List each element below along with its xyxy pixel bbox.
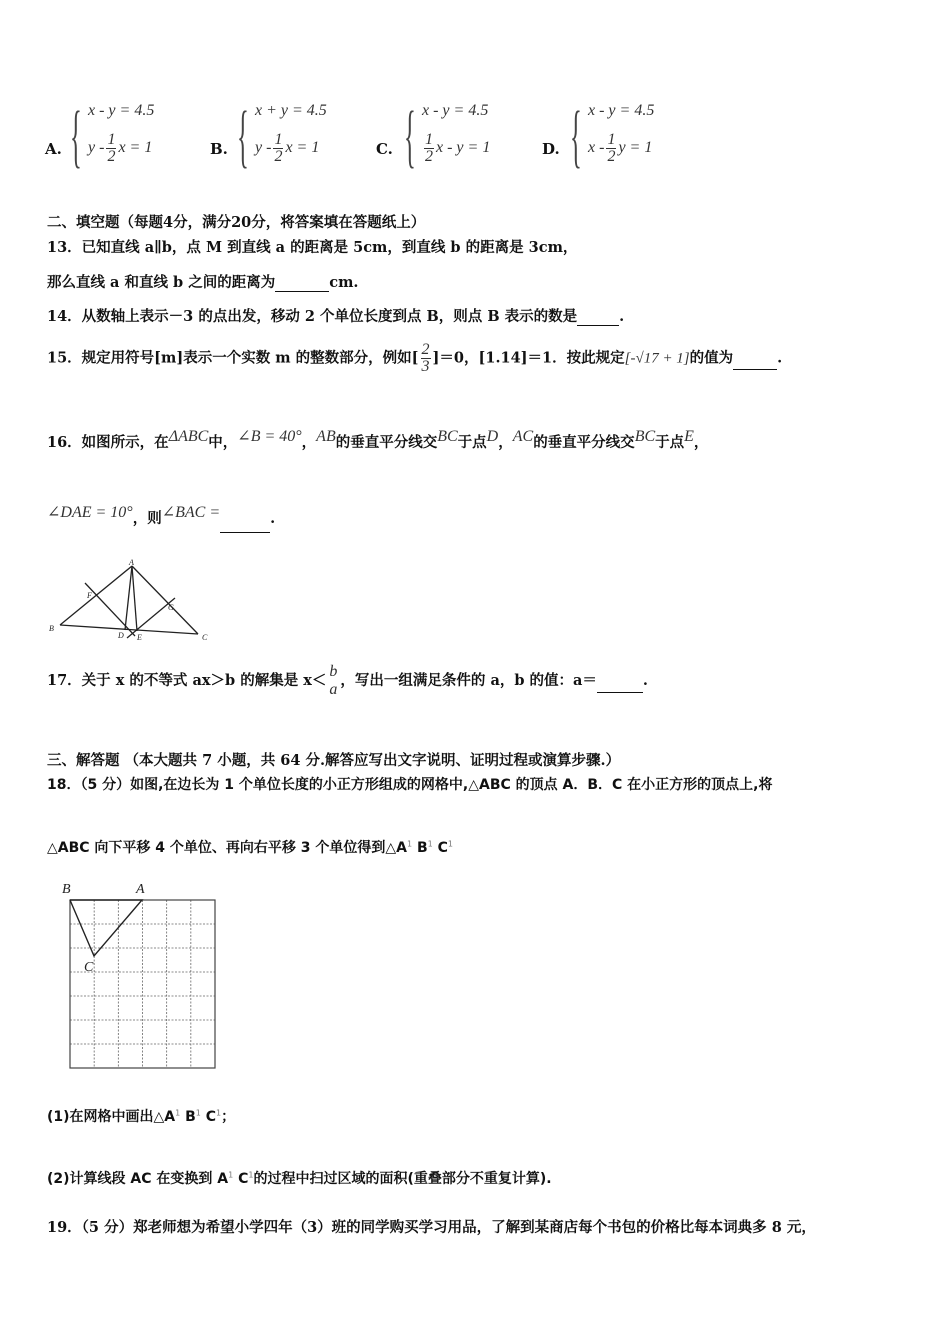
question-15: 15．规定用符号[m]表示一个实数 m 的整数部分，例如[ $\frac{2}{3}$ ]＝0，[1.14]＝1．按此规定[-√17 + 1]的值为 . (47, 341, 783, 375)
option-d (542, 100, 702, 180)
triangle-figure (45, 558, 225, 648)
question-13-line-1: 13．已知直线 a∥b，点 M 到直线 a 的距离是 5cm，到直线 b 的距离是 3cm， (47, 239, 578, 256)
label-g: G (168, 603, 174, 612)
triangle-abc (70, 900, 142, 956)
question-18-part-2: (2)计算线段 AC 在变换到 $A^1$ $C^1$的过程中扫过区域的面积(重叠部分不重复计算). (47, 1170, 552, 1187)
question-16-line-2: ∠DAE = 10°，则∠BAC = . (47, 500, 275, 533)
question-18-line-2: △ABC 向下平移 4 个单位、再向右平移 3 个单位得到$\triangle A^1$ $B^1$ $C^1$ (47, 839, 453, 856)
segment-ae (132, 566, 137, 631)
option-c (376, 100, 536, 180)
label-f: F (87, 591, 92, 600)
label-c: C (202, 633, 208, 642)
label-e: E (137, 633, 142, 642)
segment-ad (125, 566, 132, 630)
equation-1: x - y = 4.5 (422, 102, 489, 119)
brace-icon: { (570, 98, 582, 175)
equation-2: x - $\frac{1}{2}$ y = 1 (588, 131, 653, 165)
section-2-heading: 二、填空题（每题4分，满分20分，将答案填在答题纸上） (47, 214, 426, 231)
label-a: A (136, 882, 145, 897)
answer-blank[interactable] (220, 506, 270, 533)
question-13-line-2: 那么直线 a 和直线 b 之间的距离为 cm. (47, 274, 359, 291)
answer-blank[interactable] (597, 670, 643, 693)
equation-1: x - y = 4.5 (588, 102, 655, 119)
section-3-heading: 三、解答题 （本大题共 7 小题，共 64 分.解答应写出文字说明、证明过程或演算步骤.） (47, 752, 621, 769)
question-19: 19．（5 分）郑老师想为希望小学四年（3）班的同学购买学习用品，了解到某商店每个书包的价格比每本词典多 8 元， (47, 1219, 816, 1236)
brace-icon: { (70, 98, 82, 175)
equation-2: y - $\frac{1}{2}$ x = 1 (255, 131, 320, 165)
option-a (45, 100, 195, 180)
label-a: A (129, 558, 134, 567)
equation-1: x - y = 4.5 (88, 102, 155, 119)
label-c: C (84, 960, 94, 975)
question-18-line-1: 18．（5 分）如图,在边长为 1 个单位长度的小正方形组成的网格中,△ABC 的顶点 A．B．C 在小正方形的顶点上,将 (47, 777, 773, 793)
option-c-label: C. (376, 140, 393, 158)
grid-figure (58, 878, 222, 1074)
question-18-part-1: (1)在网格中画出$\triangle A^1$ $B^1$ $C^1$； (47, 1108, 236, 1125)
question-16-line-1: 16．如图所示，在ΔABC中，∠B = 40°，AB的垂直平分线交BC于点D，AC的垂直平分线交BC于点E， (47, 428, 709, 451)
label-d: D (118, 631, 124, 640)
option-d-label: D. (542, 140, 560, 158)
answer-blank[interactable] (733, 347, 777, 370)
option-b-label: B. (210, 140, 228, 158)
equation-2: $\frac{1}{2}$ x - y = 1 (425, 131, 491, 165)
equation-1: x + y = 4.5 (255, 102, 327, 119)
label-b: B (62, 882, 71, 897)
brace-icon: { (404, 98, 416, 175)
question-17: 17．关于 x 的不等式 ax＞b 的解集是 x＜ b a ，写出一组满足条件的 a，b 的值：a＝ . (47, 663, 648, 698)
question-14: 14．从数轴上表示－3 的点出发，移动 2 个单位长度到点 B，则点 B 表示的数是 . (47, 308, 625, 325)
label-b: B (49, 624, 54, 633)
grid-lines (70, 900, 215, 1068)
option-b (210, 100, 370, 180)
brace-icon: { (237, 98, 249, 175)
edge-ac (132, 566, 198, 634)
answer-blank[interactable] (577, 308, 619, 326)
answer-blank[interactable] (275, 274, 329, 292)
option-a-label: A. (45, 140, 62, 158)
equation-2: y - $\frac{1}{2}$ x = 1 (88, 131, 153, 165)
